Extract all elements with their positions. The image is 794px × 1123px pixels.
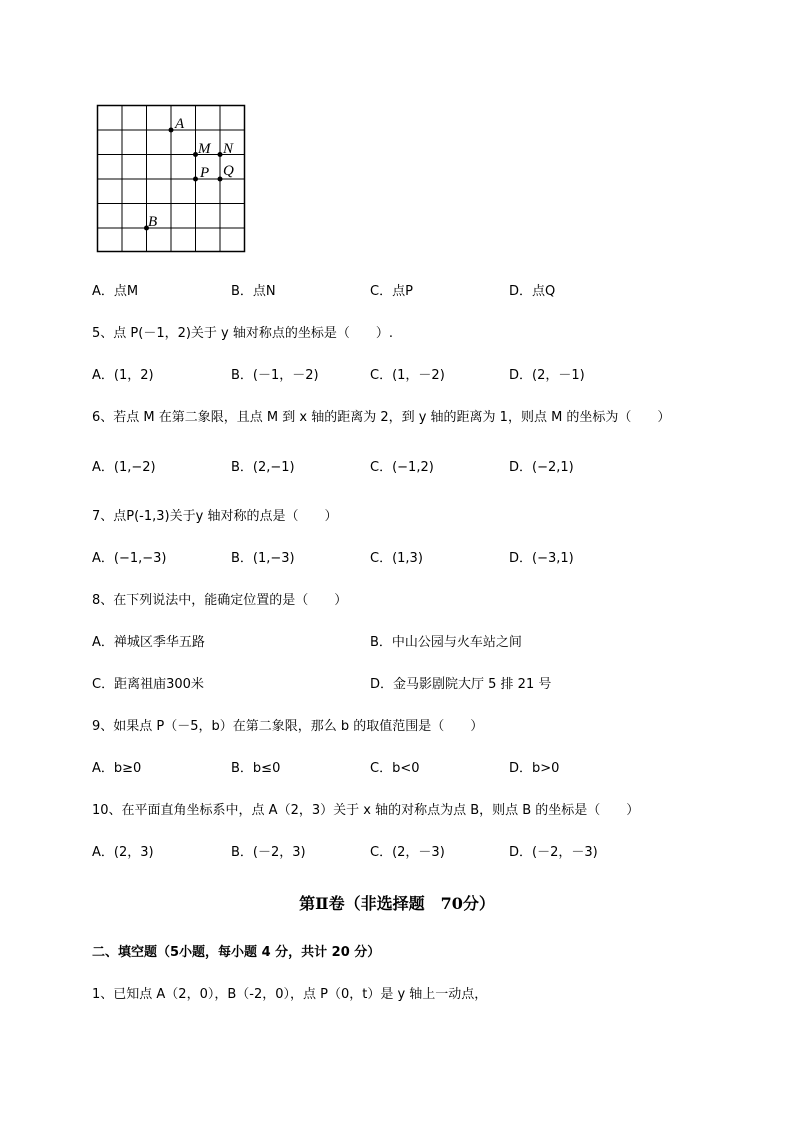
- label-a: A: [175, 116, 185, 132]
- q4-option-b[interactable]: B．点N: [231, 284, 276, 299]
- point-a: [169, 128, 174, 133]
- q5-option-c[interactable]: C．(1，－2): [370, 368, 445, 383]
- q6-option-b[interactable]: B．(2,−1): [231, 460, 295, 475]
- point-p: [193, 177, 198, 182]
- q7-option-b[interactable]: B．(1,−3): [231, 551, 295, 566]
- q4-option-c[interactable]: C．点P: [370, 284, 413, 299]
- q5-stem: 5、点 P(－1，2)关于 y 轴对称点的坐标是（ ）.: [92, 326, 394, 341]
- q10-option-c[interactable]: C．(2，－3): [370, 845, 445, 860]
- q6-option-a[interactable]: A．(1,−2): [92, 460, 156, 475]
- q9-option-b[interactable]: B．b≤0: [231, 761, 281, 776]
- q9-option-d[interactable]: D．b>0: [509, 761, 560, 776]
- q6-option-d[interactable]: D．(−2,1): [509, 460, 574, 475]
- q8-option-a[interactable]: A．禅城区季华五路: [92, 635, 205, 650]
- section-subtitle: 二、填空题（5小题，每小题 4 分，共计 20 分）: [92, 945, 381, 960]
- q9-option-c[interactable]: C．b<0: [370, 761, 420, 776]
- label-p: P: [200, 165, 210, 181]
- q5-option-a[interactable]: A．(1，2): [92, 368, 154, 383]
- q8-option-b[interactable]: B．中山公园与火车站之间: [370, 635, 522, 650]
- q9-stem: 9、如果点 P（－5，b）在第二象限，那么 b 的取值范围是（ ）: [92, 719, 484, 734]
- label-b: B: [148, 214, 158, 230]
- point-n: [218, 152, 223, 157]
- q10-stem: 10、在平面直角坐标系中，点 A（2，3）关于 x 轴的对称点为点 B，则点 B 的坐标是（ ）: [92, 803, 640, 818]
- q7-stem: 7、点P(-1,3)关于y 轴对称的点是（ ）: [92, 509, 338, 524]
- q8-stem: 8、在下列说法中，能确定位置的是（ ）: [92, 593, 348, 608]
- q5-option-b[interactable]: B．(－1，－2): [231, 368, 319, 383]
- q5-option-d[interactable]: D．(2，－1): [509, 368, 585, 383]
- grid-figure: [95, 103, 250, 255]
- fill-q1-stem: 1、已知点 A（2，0），B（-2，0），点 P（0，t）是 y 轴上一动点，: [92, 987, 488, 1002]
- q10-option-b[interactable]: B．(－2，3): [231, 845, 306, 860]
- q8-option-c[interactable]: C．距离祖庙300米: [92, 677, 204, 692]
- q6-option-c[interactable]: C．(−1,2): [370, 460, 434, 475]
- q7-option-d[interactable]: D．(−3,1): [509, 551, 574, 566]
- section-title: 第Ⅱ卷（非选择题 70分）: [299, 894, 495, 913]
- q4-option-a[interactable]: A．点M: [92, 284, 139, 299]
- q7-option-a[interactable]: A．(−1,−3): [92, 551, 167, 566]
- q6-stem: 6、若点 M 在第二象限，且点 M 到 x 轴的距离为 2，到 y 轴的距离为 1，则点 M 的坐标为（ ）: [92, 410, 671, 425]
- q4-option-d[interactable]: D．点Q: [509, 284, 556, 299]
- q10-option-a[interactable]: A．(2，3): [92, 845, 154, 860]
- point-q: [218, 177, 223, 182]
- q7-option-c[interactable]: C．(1,3): [370, 551, 423, 566]
- q9-option-a[interactable]: A．b≥0: [92, 761, 142, 776]
- q8-option-d[interactable]: D．金马影剧院大厅 5 排 21 号: [370, 677, 552, 692]
- label-q: Q: [223, 163, 234, 179]
- label-n: N: [223, 141, 234, 157]
- label-m: M: [198, 141, 211, 157]
- q10-option-d[interactable]: D．(－2，－3): [509, 845, 598, 860]
